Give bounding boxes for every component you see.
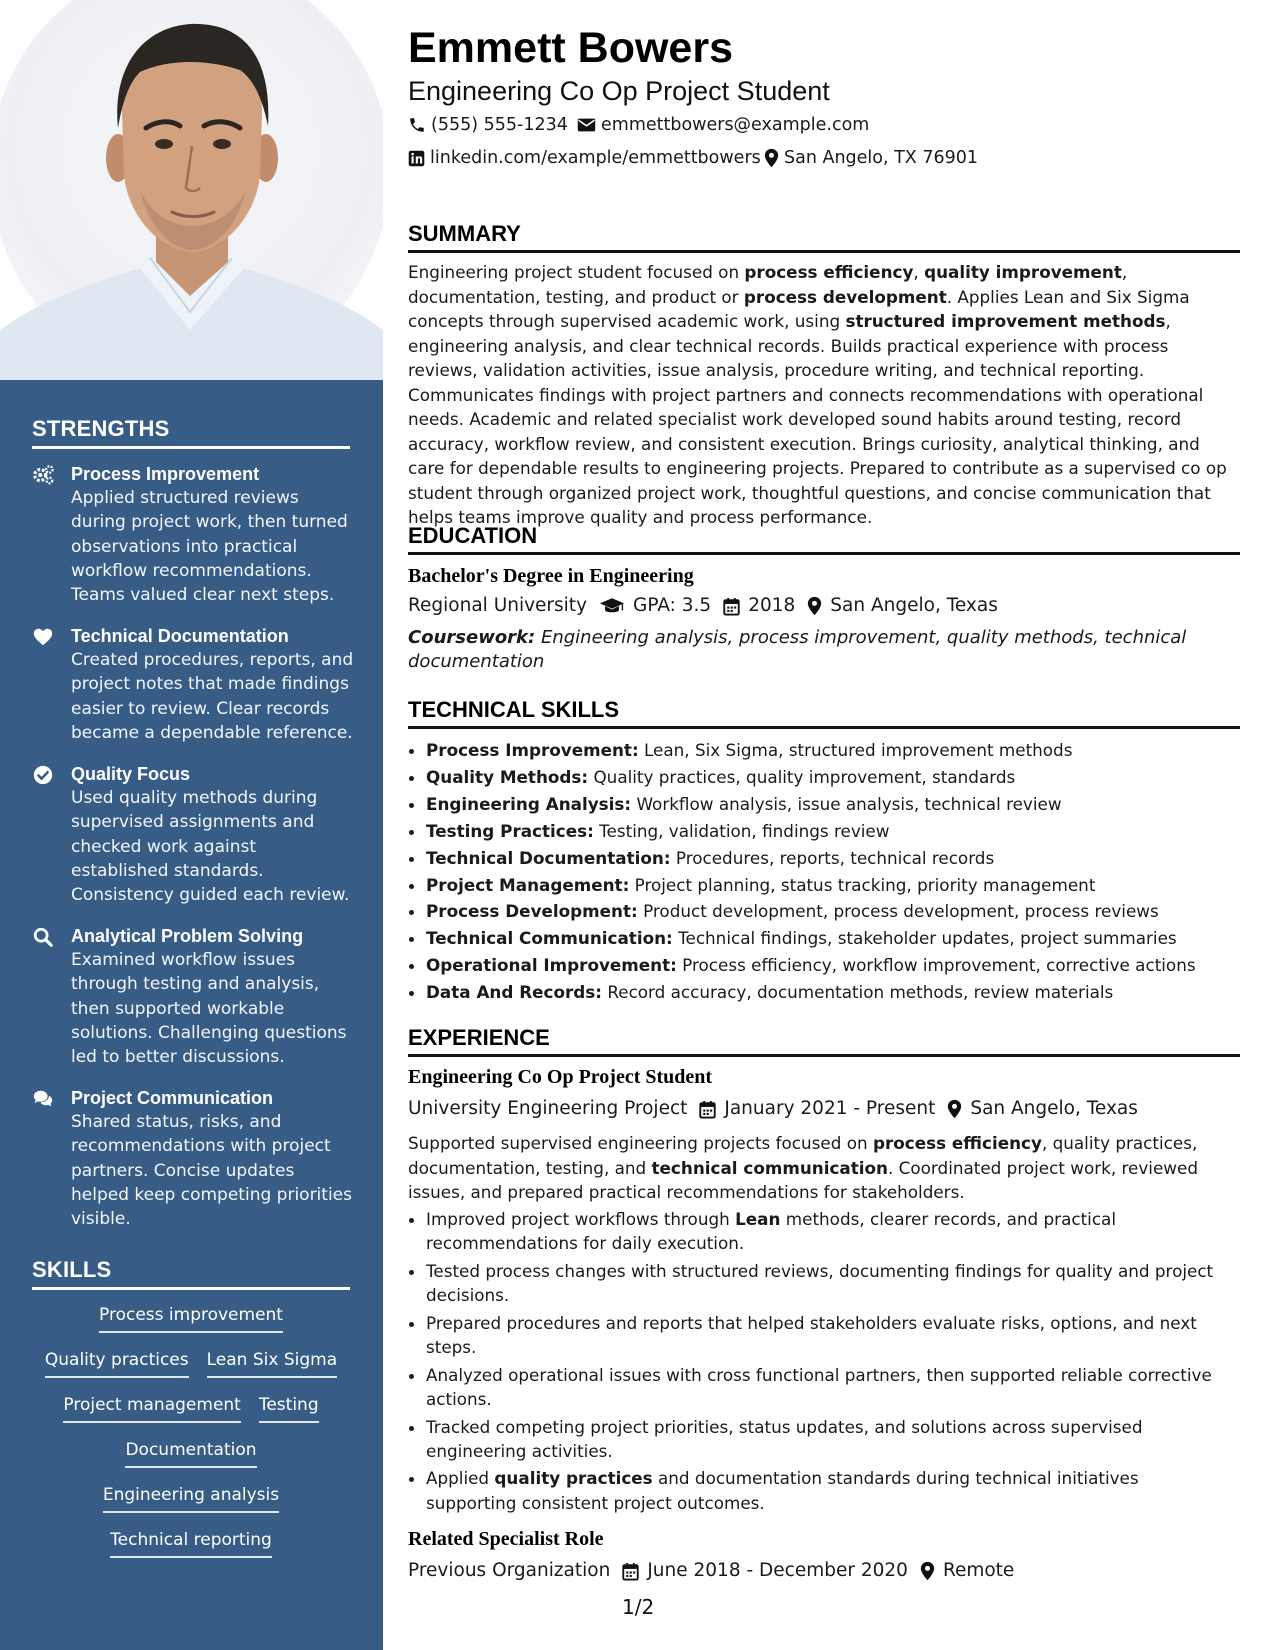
strength-desc: Used quality methods during supervised assignments and checked work against established standards. Consistency guided each review. <box>71 788 350 906</box>
envelope-icon <box>577 117 596 133</box>
phone-text: (555) 555-1234 <box>431 115 568 135</box>
job-dates: June 2018 - December 2020 <box>647 1560 908 1581</box>
job-location: San Angelo, Texas <box>970 1098 1138 1119</box>
list-item: • Tested process changes with structured reviews, documenting findings for quality and project decisions. <box>426 1259 1226 1308</box>
map-pin-icon <box>807 596 822 616</box>
education-meta <box>408 593 998 619</box>
linkedin[interactable] <box>408 146 761 170</box>
skills-list <box>32 1303 350 1573</box>
school: Regional University <box>408 595 588 616</box>
job-meta <box>408 1096 1138 1122</box>
gpa: GPA: 3.5 <box>633 595 712 616</box>
list-item: • Operational Improvement: Process efficiency, workflow improvement, corrective actions <box>426 952 1258 979</box>
list-item: • Improved project workflows through Lean methods, clearer records, and practical recommendations for daily execution. <box>426 1207 1226 1256</box>
strength-desc: Examined workflow issues through testing and analysis, then supported workable solutions. Challenging questions led to better discussions. <box>71 950 347 1068</box>
strength-desc: Created procedures, reports, and project notes that made findings easier to review. Clear records became a dependable reference. <box>71 650 354 743</box>
experience-heading: EXPERIENCE <box>408 1025 1240 1057</box>
search-icon <box>32 926 54 948</box>
map-pin-icon <box>920 1561 935 1581</box>
summary-heading: SUMMARY <box>408 221 1240 253</box>
education-heading: EDUCATION <box>408 523 1240 555</box>
list-item: • Technical Documentation: Procedures, reports, technical records <box>426 845 1258 872</box>
page-number: 1/2 <box>622 1595 655 1619</box>
list-item: • Process Improvement: Lean, Six Sigma, structured improvement methods <box>426 737 1258 764</box>
job-meta <box>408 1558 1014 1584</box>
skill-tag: Technical reporting <box>110 1528 272 1558</box>
strength-title: Project Communication <box>71 1088 274 1108</box>
map-pin-icon <box>947 1099 962 1119</box>
list-item: • Quality Methods: Quality practices, quality improvement, standards <box>426 764 1258 791</box>
list-item: • Applied quality practices and documentation standards during technical initiatives supporting consistent project outcomes. <box>426 1466 1226 1515</box>
location-text: San Angelo, TX 76901 <box>784 148 979 168</box>
phone[interactable] <box>408 113 568 137</box>
list-item: • Tracked competing project priorities, status updates, and solutions across supervised engineering activities. <box>426 1415 1226 1464</box>
list-item: • Technical Communication: Technical findings, stakeholder updates, project summaries <box>426 925 1258 952</box>
strengths-heading: STRENGTHS <box>32 416 350 449</box>
skill-tag: Documentation <box>125 1438 256 1468</box>
job-location: Remote <box>942 1560 1015 1581</box>
strength-item <box>32 762 357 907</box>
education-location: San Angelo, Texas <box>830 595 998 616</box>
job-title: Related Specialist Role <box>408 1528 604 1550</box>
list-item: • Data And Records: Record accuracy, documentation methods, review materials <box>426 979 1258 1006</box>
calendar-icon <box>699 1100 716 1119</box>
degree: Bachelor's Degree in Engineering <box>408 565 694 587</box>
strength-title: Process Improvement <box>71 464 260 484</box>
phone-icon <box>408 116 426 134</box>
candidate-role: Engineering Co Op Project Student <box>408 76 830 106</box>
strength-item <box>32 1086 357 1231</box>
skill-tag: Quality practices <box>45 1348 189 1378</box>
map-pin-icon <box>764 148 779 168</box>
calendar-icon <box>723 597 740 616</box>
profile-photo <box>0 0 383 380</box>
organization: Previous Organization <box>408 1560 611 1581</box>
heart-icon <box>32 626 54 648</box>
skill-tag: Lean Six Sigma <box>207 1348 338 1378</box>
strength-title: Analytical Problem Solving <box>71 926 304 946</box>
strength-item <box>32 624 357 745</box>
job-title: Engineering Co Op Project Student <box>408 1066 713 1088</box>
technical-skills-heading: TECHNICAL SKILLS <box>408 697 1240 729</box>
linkedin-icon <box>408 150 425 167</box>
skills-heading: SKILLS <box>32 1257 350 1290</box>
strength-desc: Applied structured reviews during project work, then turned observations into practical workflow recommendations. Teams valued clear next steps. <box>71 488 348 606</box>
location <box>764 146 978 170</box>
strength-title: Quality Focus <box>71 764 191 784</box>
email[interactable] <box>577 113 869 137</box>
email-text: emmettbowers@example.com <box>601 115 870 135</box>
strength-desc: Shared status, risks, and recommendations with project partners. Concise updates helped keep competing priorities visible. <box>71 1112 352 1230</box>
list-item: • Project Management: Project planning, status tracking, priority management <box>426 872 1258 899</box>
summary-text: Engineering project student focused on process efficiency, quality improvement, documentation, testing, and product or process development. Applies Lean and Six Sigma concepts through supervised academic work, using structured improvement methods, engineering analysis, and clear technical records. Builds practical experience with process reviews, validation activities, issue analysis, procedure writing, and technical reporting. Communicates findings with project partners and connects recommendations with operational needs. Academic and related specialist work developed sound habits around testing, record accuracy, workflow review, and consistent execution. Brings curiosity, analytical thinking, and care for dependable results to engineering projects. Prepared to contribute as a supervised co op student through organized project work, thoughtful questions, and concise communication that helps teams improve quality and process performance. <box>408 262 1227 527</box>
graduation-cap-icon <box>599 597 625 615</box>
organization: University Engineering Project <box>408 1098 688 1119</box>
skill-tag: Project management <box>63 1393 240 1423</box>
job-bullets <box>408 1207 1226 1518</box>
list-item: • Testing Practices: Testing, validation, findings review <box>426 818 1258 845</box>
strength-item <box>32 462 357 607</box>
coursework: Coursework: Engineering analysis, process improvement, quality methods, technical documentation <box>408 627 1187 672</box>
list-item: • Analyzed operational issues with cross functional partners, then supported reliable corrective actions. <box>426 1363 1226 1412</box>
list-item: • Engineering Analysis: Workflow analysis, issue analysis, technical review <box>426 791 1258 818</box>
gears-icon <box>32 464 54 486</box>
skill-tag: Testing <box>259 1393 319 1423</box>
linkedin-text: linkedin.com/example/emmettbowers <box>430 148 761 168</box>
skill-tag: Engineering analysis <box>103 1483 279 1513</box>
comments-icon <box>32 1088 54 1110</box>
list-item: • Prepared procedures and reports that helped stakeholders evaluate risks, options, and next steps. <box>426 1311 1226 1360</box>
calendar-icon <box>622 1562 639 1581</box>
sidebar <box>0 0 383 1650</box>
candidate-name: Emmett Bowers <box>408 24 733 72</box>
graduation-year: 2018 <box>748 595 796 616</box>
check-circle-icon <box>32 764 54 786</box>
job-dates: January 2021 - Present <box>724 1098 936 1119</box>
technical-skills-list <box>408 737 1258 1006</box>
job-description: Supported supervised engineering projects focused on process efficiency, quality practices, documentation, testing, and technical communication. Coordinated project work, reviewed issues, and prepared practical recommendations for stakeholders. <box>408 1133 1198 1202</box>
skill-tag: Process improvement <box>99 1303 283 1333</box>
list-item: • Process Development: Product development, process development, process reviews <box>426 898 1258 925</box>
strength-item <box>32 924 357 1069</box>
strength-title: Technical Documentation <box>71 626 289 646</box>
